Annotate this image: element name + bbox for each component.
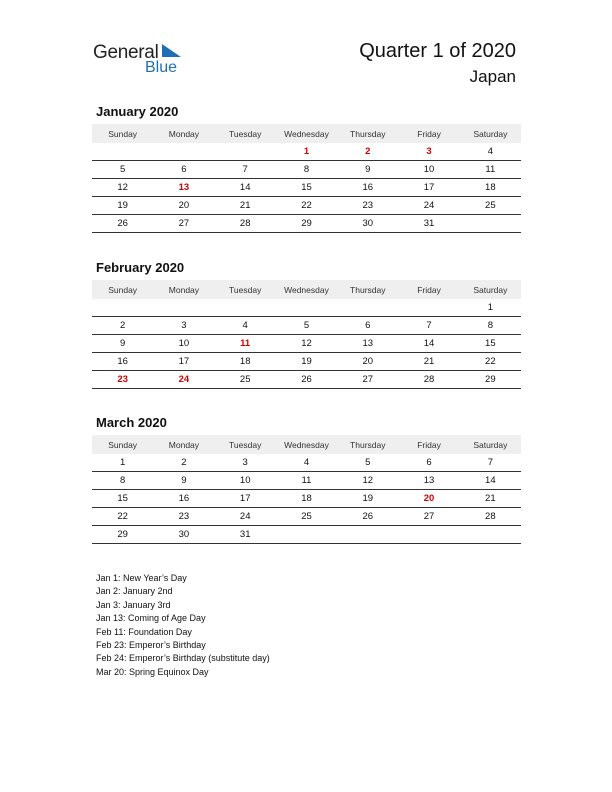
day-cell: 20	[153, 197, 214, 215]
day-cell: 31	[398, 215, 459, 233]
day-cell: 15	[276, 179, 337, 197]
day-cell: 31	[215, 526, 276, 544]
day-cell: 1	[92, 454, 153, 472]
week-row	[92, 454, 521, 472]
generalblue-logo	[93, 40, 193, 80]
day-cell: 19	[337, 490, 398, 508]
weekday-header: Thursday	[337, 435, 398, 454]
weekday-header: Sunday	[92, 280, 153, 299]
day-cell: 28	[460, 508, 521, 526]
country-name: Japan	[469, 67, 516, 86]
calendar-table	[92, 280, 521, 389]
week-row	[92, 490, 521, 508]
day-cell	[215, 299, 276, 317]
week-row	[92, 215, 521, 233]
day-cell: 13	[153, 179, 214, 197]
month-january	[92, 103, 521, 233]
day-cell: 23	[337, 197, 398, 215]
day-cell: 11	[276, 472, 337, 490]
day-cell: 15	[460, 335, 521, 353]
day-cell: 9	[337, 161, 398, 179]
holiday-note: Jan 3: January 3rd	[96, 599, 171, 610]
day-cell: 24	[215, 508, 276, 526]
holiday-note: Jan 13: Coming of Age Day	[96, 613, 206, 624]
day-cell: 19	[92, 197, 153, 215]
day-cell: 20	[398, 490, 459, 508]
logo-general-text: General	[93, 42, 159, 63]
weekday-header: Monday	[153, 435, 214, 454]
day-cell: 2	[337, 143, 398, 161]
day-cell: 22	[92, 508, 153, 526]
day-cell: 3	[398, 143, 459, 161]
day-cell: 4	[215, 317, 276, 335]
day-cell: 9	[153, 472, 214, 490]
weekday-header: Sunday	[92, 124, 153, 143]
week-row	[92, 317, 521, 335]
day-cell: 22	[460, 353, 521, 371]
day-cell: 14	[215, 179, 276, 197]
day-cell: 26	[92, 215, 153, 233]
day-cell: 6	[398, 454, 459, 472]
holiday-note: Mar 20: Spring Equinox Day	[96, 666, 209, 677]
weekday-header-row	[92, 280, 521, 299]
logo-triangle-icon	[162, 44, 182, 58]
weekday-header: Wednesday	[276, 280, 337, 299]
holiday-notes	[96, 572, 270, 679]
week-row	[92, 371, 521, 389]
day-cell: 8	[276, 161, 337, 179]
day-cell	[398, 526, 459, 544]
holiday-note: Feb 24: Emperor’s Birthday (substitute day)	[96, 653, 270, 664]
week-row	[92, 299, 521, 317]
day-cell	[215, 143, 276, 161]
week-row	[92, 161, 521, 179]
day-cell: 28	[215, 215, 276, 233]
day-cell: 14	[398, 335, 459, 353]
day-cell: 18	[460, 179, 521, 197]
day-cell: 6	[153, 161, 214, 179]
day-cell: 12	[337, 472, 398, 490]
calendar-table	[92, 124, 521, 233]
week-row	[92, 526, 521, 544]
day-cell: 10	[398, 161, 459, 179]
logo-blue-text: Blue	[145, 59, 178, 76]
month-title: March 2020	[96, 415, 167, 430]
day-cell: 11	[215, 335, 276, 353]
day-cell: 25	[460, 197, 521, 215]
day-cell: 25	[276, 508, 337, 526]
day-cell: 19	[276, 353, 337, 371]
day-cell: 4	[460, 143, 521, 161]
day-cell	[153, 299, 214, 317]
day-cell: 8	[460, 317, 521, 335]
day-cell	[153, 143, 214, 161]
week-row	[92, 335, 521, 353]
weekday-header: Saturday	[460, 435, 521, 454]
day-cell: 9	[92, 335, 153, 353]
holiday-note: Feb 23: Emperor’s Birthday	[96, 640, 206, 651]
weekday-header: Sunday	[92, 435, 153, 454]
day-cell: 23	[92, 371, 153, 389]
week-row	[92, 179, 521, 197]
day-cell: 12	[92, 179, 153, 197]
day-cell: 26	[337, 508, 398, 526]
day-cell	[92, 299, 153, 317]
week-row	[92, 197, 521, 215]
day-cell: 29	[92, 526, 153, 544]
day-cell: 30	[153, 526, 214, 544]
day-cell: 6	[337, 317, 398, 335]
weekday-header: Friday	[398, 435, 459, 454]
calendar-table	[92, 435, 521, 544]
day-cell: 5	[337, 454, 398, 472]
day-cell	[460, 215, 521, 233]
day-cell	[276, 299, 337, 317]
weekday-header: Thursday	[337, 280, 398, 299]
weekday-header: Tuesday	[215, 124, 276, 143]
day-cell: 20	[337, 353, 398, 371]
quarter-title: Quarter 1 of 2020	[359, 40, 516, 62]
weekday-header: Tuesday	[215, 435, 276, 454]
day-cell: 28	[398, 371, 459, 389]
week-row	[92, 508, 521, 526]
holiday-note: Jan 2: January 2nd	[96, 586, 173, 597]
day-cell: 5	[92, 161, 153, 179]
weekday-header-row	[92, 435, 521, 454]
month-title: January 2020	[96, 104, 179, 119]
week-row	[92, 472, 521, 490]
day-cell: 12	[276, 335, 337, 353]
day-cell: 13	[398, 472, 459, 490]
weekday-header: Saturday	[460, 280, 521, 299]
day-cell: 4	[276, 454, 337, 472]
day-cell: 7	[460, 454, 521, 472]
weekday-header-row	[92, 124, 521, 143]
month-march	[92, 414, 521, 544]
day-cell: 27	[153, 215, 214, 233]
week-row	[92, 143, 521, 161]
day-cell	[460, 526, 521, 544]
day-cell: 15	[92, 490, 153, 508]
day-cell: 13	[337, 335, 398, 353]
day-cell	[337, 299, 398, 317]
month-title: February 2020	[96, 260, 185, 275]
day-cell	[337, 526, 398, 544]
day-cell: 14	[460, 472, 521, 490]
weekday-header: Friday	[398, 124, 459, 143]
day-cell: 7	[398, 317, 459, 335]
day-cell: 16	[92, 353, 153, 371]
day-cell: 5	[276, 317, 337, 335]
day-cell: 21	[460, 490, 521, 508]
holiday-note: Feb 11: Foundation Day	[96, 626, 192, 637]
weekday-header: Saturday	[460, 124, 521, 143]
day-cell: 3	[215, 454, 276, 472]
weekday-header: Wednesday	[276, 435, 337, 454]
day-cell: 10	[153, 335, 214, 353]
weekday-header: Friday	[398, 280, 459, 299]
day-cell: 10	[215, 472, 276, 490]
day-cell: 18	[215, 353, 276, 371]
day-cell: 29	[460, 371, 521, 389]
day-cell: 17	[215, 490, 276, 508]
day-cell: 16	[337, 179, 398, 197]
day-cell: 7	[215, 161, 276, 179]
day-cell: 24	[153, 371, 214, 389]
week-row	[92, 353, 521, 371]
day-cell: 11	[460, 161, 521, 179]
day-cell: 3	[153, 317, 214, 335]
weekday-header: Monday	[153, 280, 214, 299]
day-cell: 17	[153, 353, 214, 371]
weekday-header: Wednesday	[276, 124, 337, 143]
day-cell: 22	[276, 197, 337, 215]
day-cell: 2	[92, 317, 153, 335]
day-cell: 29	[276, 215, 337, 233]
day-cell: 18	[276, 490, 337, 508]
day-cell: 26	[276, 371, 337, 389]
day-cell	[398, 299, 459, 317]
day-cell: 23	[153, 508, 214, 526]
day-cell: 25	[215, 371, 276, 389]
day-cell: 1	[460, 299, 521, 317]
day-cell	[92, 143, 153, 161]
day-cell: 21	[215, 197, 276, 215]
day-cell: 27	[398, 508, 459, 526]
day-cell: 24	[398, 197, 459, 215]
day-cell: 21	[398, 353, 459, 371]
day-cell: 30	[337, 215, 398, 233]
day-cell: 8	[92, 472, 153, 490]
day-cell	[276, 526, 337, 544]
weekday-header: Thursday	[337, 124, 398, 143]
holiday-note: Jan 1: New Year’s Day	[96, 573, 187, 583]
day-cell: 1	[276, 143, 337, 161]
weekday-header: Monday	[153, 124, 214, 143]
day-cell: 17	[398, 179, 459, 197]
day-cell: 27	[337, 371, 398, 389]
month-february	[92, 259, 521, 389]
weekday-header: Tuesday	[215, 280, 276, 299]
day-cell: 2	[153, 454, 214, 472]
day-cell: 16	[153, 490, 214, 508]
